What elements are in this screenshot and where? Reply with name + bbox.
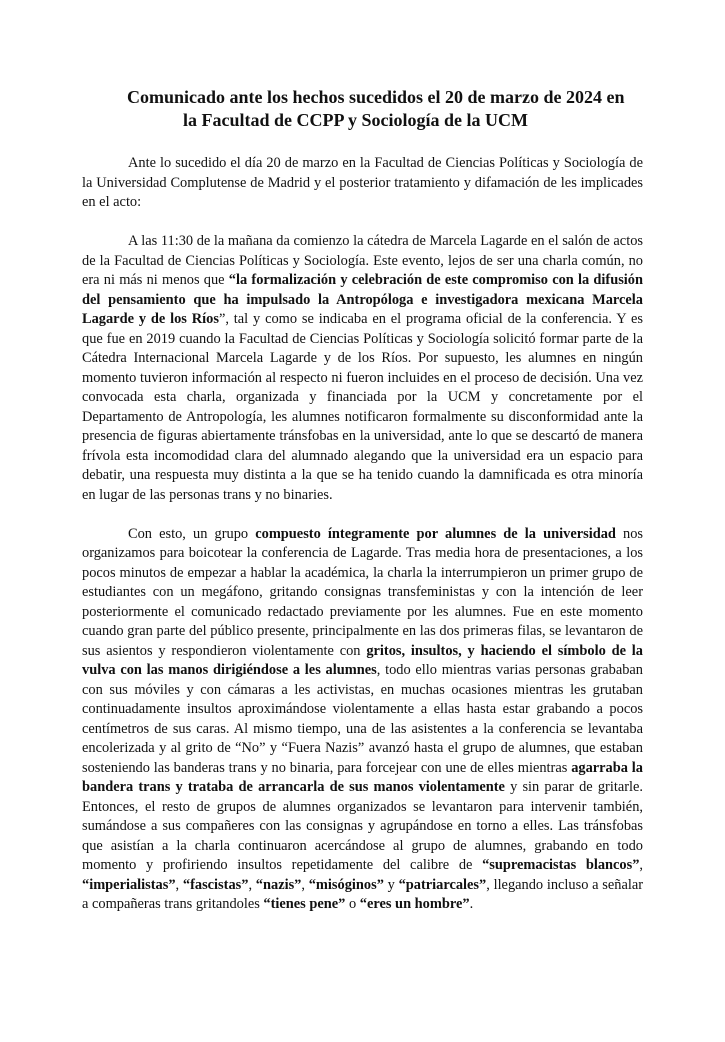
text-run: , — [248, 876, 256, 893]
text-run: ”, tal y como se indicaba en el programa oficial de la conferencia. Y es que fue en 2019 cuando la Facultad de Ciencias Políticas y Sociología solicitó formar parte de la Cátedra Internacional Marcela Lagarde y de los Ríos. Por supuesto, les alumnes en ningún momento tuvieron información al respecto ni fueron incluides en el proceso de decisión. Una vez convocada esta charla, organizada y financiada por la UCM y concretamente por el Departamento de Antropología, les alumnes notificaron formalmente su disconformidad ante la presencia de figuras abiertamente tránsfobas en la universidad, ante lo que se descartó de manera frívola esta incomodidad clara del alumnado alegando que la universidad era un espacio para debatir, una respuesta muy distinta a la que se ha tenido cuando la damnificada es otra minoría en lugar de las personas trans y no binaries. — [82, 311, 644, 503]
bold-text: “tienes pene” — [263, 896, 346, 912]
bold-text: compuesto íntegramente por alumnes de la universidad — [255, 525, 616, 542]
bold-text: “eres un hombre” — [359, 896, 470, 912]
text-run: o — [345, 896, 360, 912]
bold-text: agarraba la bandera trans y trataba de arrancarla de sus manos violentamente — [82, 759, 643, 795]
paragraph — [82, 232, 643, 505]
document-body — [82, 154, 643, 934]
text-run: Con esto, un grupo — [128, 525, 256, 542]
bold-text: “misóginos” — [308, 876, 384, 893]
bold-text: “supremacistas blancos” — [482, 857, 640, 873]
title-line-2: la Facultad de CCPP y Sociología de la UCM — [183, 110, 528, 130]
bold-text: “imperialistas” — [82, 876, 176, 893]
text-run: Ante lo sucedido el día 20 de marzo en la Facultad de Ciencias Políticas y Sociología de la Universidad Complutense de Madrid y el posterior tratamiento y difamación de les implicades en el acto: — [82, 155, 643, 210]
bold-text: “patriarcales” — [398, 876, 487, 893]
document-title — [60, 86, 720, 132]
text-run: , — [639, 857, 644, 873]
text-run: y — [383, 876, 399, 893]
bold-text: “fascistas” — [182, 876, 249, 893]
paragraph — [82, 154, 643, 213]
text-run: nos organizamos para boicotear la conferencia de Lagarde. Tras media hora de presentaciones, a los pocos minutos de empezar a hablar la académica, la charla la interrumpieron un primer grupo de estudiantes con un megáfono, gritando consignas transfeministas y con la intención de leer posteriormente el comunicado redactado previamente por les alumnes. Fue en este momento cuando gran parte del público presente, principalmente en las dos primeras filas, se levantaron de sus asientos y respondieron violentamente con — [82, 525, 644, 659]
text-run: , — [301, 876, 309, 893]
text-run: , — [175, 876, 183, 893]
text-run: A las 11:30 de la mañana da comienzo la cátedra de Marcela Lagarde en el salón de actos de la Facultad de Ciencias Políticas y Sociología. Este evento, lejos de ser una charla común, no era ni más ni menos que — [82, 233, 643, 288]
bold-text: gritos, insultos, y haciendo el símbolo de la vulva con las manos dirigiéndose a les alumnes — [82, 642, 643, 678]
text-run: y sin parar de gritarle. Entonces, el resto de grupos de alumnes organizados se levantaron para intervenir también, sumándose a sus compañeres con las consignas y agrupándose en torno a elles. Las tránsfobas que asistían a la charla continuaron acercándose al grupo de alumnes, grabando en todo momento y profiriendo insultos repetidamente del calibre de — [82, 779, 643, 873]
title-line-1: Comunicado ante los hechos sucedidos el 20 de marzo de 2024 en — [127, 87, 625, 107]
text-run: , llegando incluso a señalar a compañeras trans gritandoles — [82, 876, 644, 912]
paragraph — [82, 525, 643, 915]
text-run: , todo ello mientras varias personas grababan con sus móviles y con cámaras a les activistas, en muchas ocasiones mientras les grutaban continuadamente insultos aproximándose violentamente a ellas hasta estar grabando a pocos centímetros de sus caras. Al mismo tiempo, una de las asistentes a la conferencia se levantaba encolerizada y al grito de “No” y “Fuera Nazis” avanzó hasta el grupo de alumnes, que estaban sosteniendo las banderas trans y no binaria, para forcejear con une de elles mientras — [82, 662, 643, 776]
text-run: . — [469, 896, 474, 912]
bold-text: “la formalización y celebración de este compromiso con la difusión del pensamiento que ha impulsado la Antropóloga e investigadora mexicana Marcela Lagarde y de los Ríos — [82, 272, 643, 327]
bold-text: “nazis” — [255, 876, 302, 893]
